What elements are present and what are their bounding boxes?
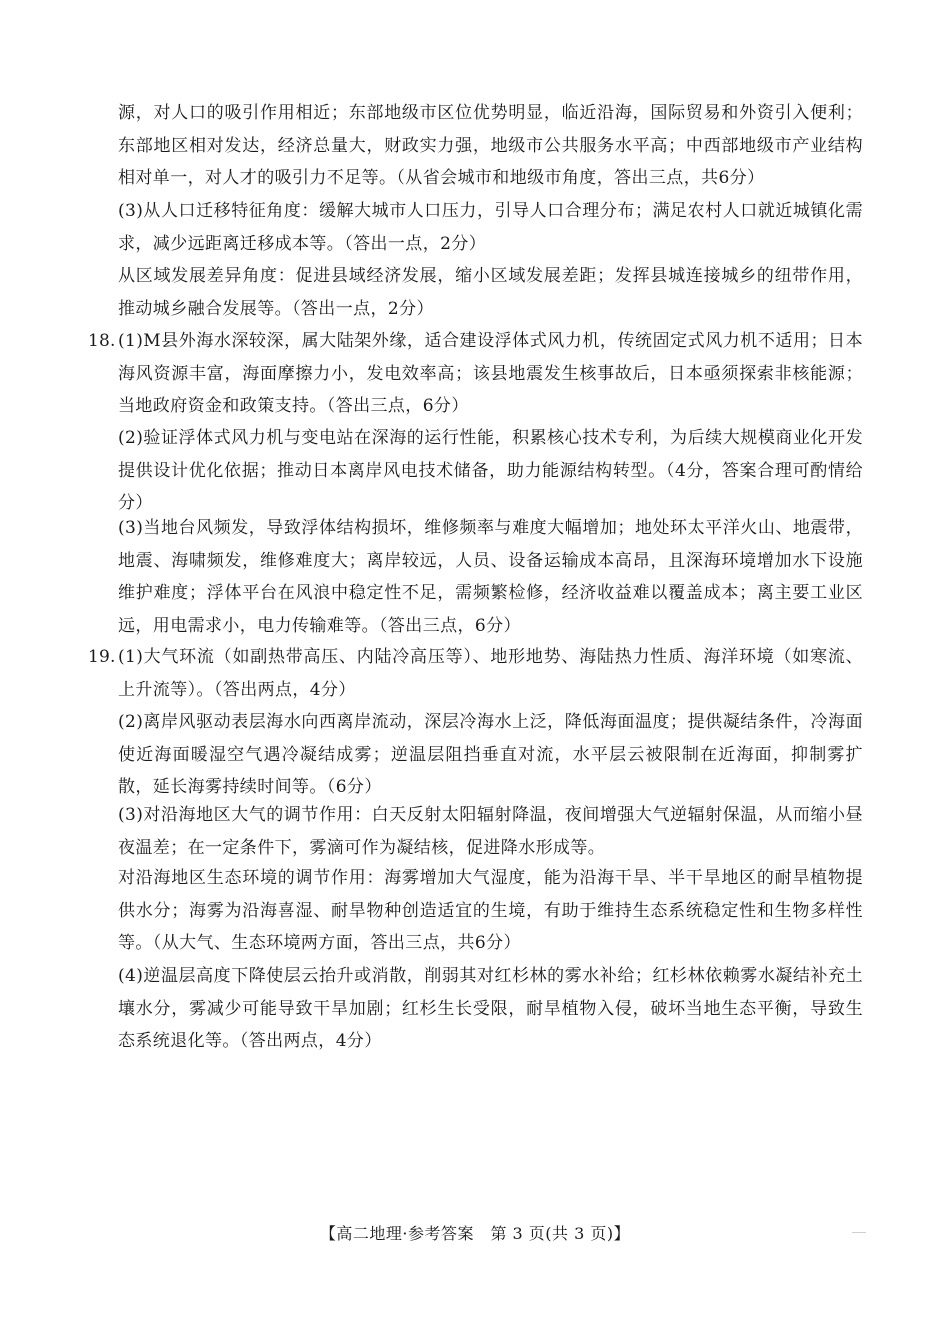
- answer-17-3-migration: (3)从人口迁移特征角度：缓解大城市人口压力，引导人口合理分布；满足农村人口就近城镇化需求，减少远距离迁移成本等。（答出一点，2分）: [118, 201, 863, 254]
- answer-17-3-regional: 从区域发展差异角度：促进县域经济发展，缩小区域发展差距；发挥县城连接城乡的纽带作用，推动城乡融合发展等。（答出一点，2分）: [118, 266, 863, 319]
- answer-17-2-continued: 源，对人口的吸引作用相近；东部地级市区位优势明显，临近沿海，国际贸易和外资引入便利；东部地区相对发达，经济总量大，财政实力强，地级市公共服务水平高；中西部地级市产业结构相对单一，对人才的吸引力不足等。（从省会城市和地级市角度，答出三点，共6分）: [118, 103, 863, 188]
- question-19-number: 19.: [88, 647, 116, 667]
- answer-19-3-ecology: 对沿海地区生态环境的调节作用：海雾增加大气湿度，能为沿海干旱、半干旱地区的耐旱植物提供水分；海雾为沿海喜湿、耐旱物种创造适宜的生境，有助于维持生态系统稳定性和生物多样性等。（从大气、生态环境两方面，答出三点，共6分）: [118, 868, 863, 953]
- answer-18-1: (1)M县外海水深较深，属大陆架外缘，适合建设浮体式风力机，传统固定式风力机不适用；日本海风资源丰富，海面摩擦力小，发电效率高；该县地震发生核事故后，日本亟须探索非核能源；当地政府资金和政策支持。（答出三点，6分）: [118, 331, 863, 416]
- answer-19-4: (4)逆温层高度下降使层云抬升或消散，削弱其对红杉林的雾水补给；红杉林依赖雾水凝结补充土壤水分，雾减少可能导致干旱加剧；红杉生长受限，耐旱植物入侵，破坏当地生态平衡，导致生态系统退化等。（答出两点，4分）: [118, 966, 863, 1051]
- answer-19-3-atmosphere: (3)对沿海地区大气的调节作用：白天反射太阳辐射降温，夜间增强大气逆辐射保温，从而缩小昼夜温差；在一定条件下，雾滴可作为凝结核，促进降水形成等。: [118, 805, 863, 858]
- footer-mark: [852, 1232, 866, 1233]
- answer-18-2: (2)验证浮体式风力机与变电站在深海的运行性能，积累核心技术专利，为后续大规模商业化开发提供设计优化依据；推动日本离岸风电技术储备，助力能源结构转型。（4分，答案合理可酌情给分）: [118, 428, 863, 513]
- page-footer: 【高二地理·参考答案 第 3 页(共 3 页)】: [319, 1224, 631, 1243]
- question-18-number: 18.: [88, 331, 116, 351]
- answer-19-2: (2)离岸风驱动表层海水向西离岸流动，深层冷海水上泛，降低海面温度；提供凝结条件，冷海面使近海面暖湿空气遇冷凝结成雾；逆温层阻挡垂直对流，水平层云被限制在近海面，抑制雾扩散，延长海雾持续时间等。（6分）: [118, 712, 863, 797]
- answer-19-1: (1)大气环流（如副热带高压、内陆冷高压等）、地形地势、海陆热力性质、海洋环境（如寒流、上升流等）。（答出两点，4分）: [118, 647, 863, 700]
- answer-18-3: (3)当地台风频发，导致浮体结构损坏，维修频率与难度大幅增加；地处环太平洋火山、地震带，地震、海啸频发，维修难度大；离岸较远，人员、设备运输成本高昂，且深海环境增加水下设施维护难度；浮体平台在风浪中稳定性不足，需频繁检修，经济收益难以覆盖成本；离主要工业区远，用电需求小，电力传输难等。（答出三点，6分）: [118, 518, 863, 636]
